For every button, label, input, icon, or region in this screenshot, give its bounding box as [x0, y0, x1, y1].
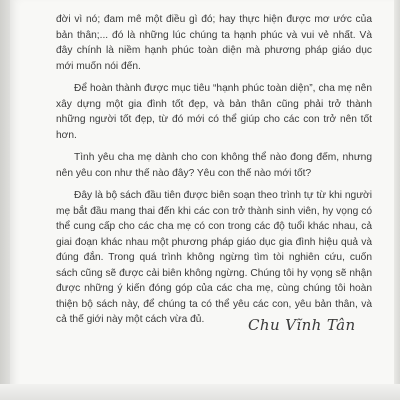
book-page	[10, 0, 394, 400]
paragraph-1: đời vì nó; đam mê một điều gì đó; hay thực hiện được mơ ước của bản thân;... đó là những lúc chúng ta hạnh phúc và vui vẻ nhất. Và đây chính là niềm hạnh phúc toàn diện mà phương pháp giáo dục mới muốn nói đến.	[56, 14, 372, 72]
paragraph-2: Để hoàn thành được mục tiêu “hạnh phúc toàn diện”, cha mẹ nên xây dựng một gia đình tốt đẹp, và bản thân cũng phải trở thành những người tốt đẹp, từ đó mới có thể giúp cho các con trở nên tốt hơn.	[56, 83, 372, 141]
page-bottom-edge	[0, 384, 400, 400]
author-signature: Chu Vĩnh Tân	[248, 316, 356, 334]
paragraph-4: Đây là bộ sách đầu tiên được biên soạn theo trình tự từ khi người mẹ bắt đầu mang thai đến khi các con trở thành sinh viên, hy vọng có thể cung cấp cho các cha mẹ có con trong các độ tuổi khác nhau, cả giai đoạn khác nhau một phương pháp giáo dục gia đình hiệu quả và đúng đắn. Trong quá trình không ngừng tìm tòi nghiên cứu, cuốn sách cũng sẽ được cải biên không ngừng. Chúng tôi hy vọng sẽ nhận được những ý kiến đóng góp của các cha mẹ, cùng chúng tôi hoàn thiện bộ sách này, để chúng ta có thể yêu các con, yêu bản thân, và cả thế giới này một cách vừa đủ.	[56, 190, 372, 325]
paragraph-3: Tình yêu cha mẹ dành cho con không thể nào đong đếm, nhưng nên yêu con như thế nào đây? Yêu con thế nào mới tốt?	[56, 152, 372, 179]
body-text	[56, 12, 372, 335]
